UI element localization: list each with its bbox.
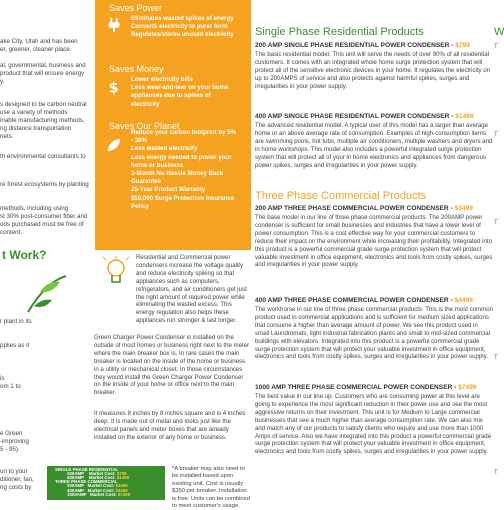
section-heading: Three Phase Commercial Products: [255, 190, 427, 202]
product-description: The base model in our line of three phase commercial products. The 200AMP power condenser is sufficient for small businesses and industries that have a lower level of power consumption. This is a cost effective way for your commercial customers to reduce their impact on the environment while increasing their profitability. Integrated into this product is a powerful commercial grade surge protection system that will protect valuable investment in office equipment, electronics and tools from costly spikes, surges and irregularities in your power supply.: [255, 214, 493, 269]
left-line: ng costs by: [0, 484, 32, 491]
benefit-item: Guarantee: [131, 178, 162, 186]
product-description: The advanced residential model. A typical user of this model has a larger than average home or an above average rate of consumption. Examples of high-consumption items are swimming pools, hot tubs, multiple air conditioners, multiple washers and dryers and in home workshops. This model also includes a powerful integrated surge protection system that will protect all of your in home electronics and appliances from dangerous power spikes, surges and irregularities in your power supply.: [255, 122, 493, 169]
product-price: $3499: [454, 205, 473, 212]
product-price: $1499: [455, 113, 474, 120]
left-column: [0, 0, 92, 500]
cropped-heading: W: [494, 26, 504, 38]
product-title: 1000 AMP THREE PHASE COMMERCIAL POWER CONDENSER - $7499: [255, 384, 477, 391]
benefit-item: Policy: [131, 202, 149, 210]
left-line: methods, including using: [0, 205, 69, 212]
left-line: ditioner, fan,: [0, 476, 34, 483]
benefit-item: Lower electricity bills: [131, 76, 193, 83]
left-line: use a variety of methods: [0, 109, 68, 116]
benefit-item: Less energy needed to power your: [131, 153, 232, 161]
left-line: s designed to be carbon neutral: [0, 101, 87, 108]
market-cost-label: Market Cost:: [84, 487, 116, 493]
cropped-text: T: [494, 132, 498, 138]
commercial-prices: [47, 466, 165, 500]
dollar-icon: [105, 78, 123, 96]
product-description: The workhorse in our line of three phase commercial products. This is the most common product used in commercial applications and is sufficient for medium sized applications that consume a higher than average amount of power. We see this product used in small Laundromats, light industrial fabrication plants and small to mid-sized commercial buildings with elevators. Integrated into this product is a powerful commercial grade surge protection system that will protect your valuable investment in office equipment, electronics and tools from costly spikes, surges and irregularities in your power supply.: [255, 306, 493, 361]
market-cost-label: Market Cost:: [88, 474, 116, 480]
left-line: e Green: [0, 430, 23, 437]
left-line: ng distance transportation: [0, 125, 72, 132]
benefits-panel: [95, 0, 251, 250]
left-line: om 1 to: [0, 383, 21, 390]
benefit-title: Saves Our Planet: [109, 121, 180, 131]
amp-rating: 400AMP: [67, 474, 85, 480]
left-line: product that will ensure energy: [0, 70, 85, 77]
amp-rating: 200AMP: [67, 470, 85, 476]
benefit-item: Regulates/stores unused electricity: [131, 31, 234, 39]
benefit-item: Reduce your carbon footprint by 5%: [131, 129, 236, 136]
left-line: nets.: [0, 133, 14, 140]
product-title: 200 AMP SINGLE PHASE RESIDENTIAL POWER CONDENSER - $799: [255, 42, 470, 49]
left-line: pplies as it: [0, 342, 30, 349]
left-line: ods purchased must be free of: [0, 221, 84, 228]
left-line: st 30% post-consumer fiber and: [0, 213, 88, 220]
left-line: al, governmental, business and: [0, 62, 86, 69]
left-line: re forest ecosystems by planting: [0, 181, 89, 188]
products-column: [255, 0, 495, 500]
benefit-item: $50,000 Surge Protection Insurance: [131, 194, 235, 202]
product-title: 200 AMP THREE PHASE COMMERCIAL POWER CONDENSER - $3499: [255, 205, 473, 212]
product-description: The best value in our line up. Customers who are consuming power at this level are going to experience the most significant reduction in their power use and see the most aggressive returns on their investment. This unit is for Medium to Large commercial businesses that see a much higher than average consumption rate. We can also mix and match any of our products to satisfy clients who require and use more than 1000 Amps of service. Also we have integrated into this product a powerful commercial grade surge protection system that will protect your valuable investment in office equipment, electronics and tools from costly spikes, surges and irregularities in your power supply.: [255, 393, 492, 456]
plug-leaf-icon: [26, 262, 68, 332]
product-description: The basic residential model. This unit will serve the needs of over 90% of all residential customers. It comes with an integrated whole home surge protection system that will protect all of the sensitive electronic devices in your home. It regulates the electricity on up to 200AMPS of service and also protects against harmful spikes, surges and irregularities in your power supply.: [255, 51, 491, 90]
amp-rating: 400AMP: [67, 487, 85, 493]
cropped-text: T: [494, 470, 498, 476]
product-price: $799: [455, 42, 470, 49]
leaf-icon: [105, 136, 123, 154]
next-column-edge: [493, 0, 504, 500]
product-title: 400 AMP SINGLE PHASE RESIDENTIAL POWER CONDENSER - $1499: [255, 113, 474, 120]
market-cost-label: Market Cost:: [86, 491, 118, 497]
left-line: -improving: [0, 438, 29, 445]
benefit-title: Saves Power: [109, 3, 163, 13]
section-heading: t Work?: [2, 248, 47, 262]
left-line: r plant in its: [0, 318, 32, 325]
market-cost-value: $1499: [116, 474, 130, 480]
section-heading: Single Phase Residential Products: [255, 26, 424, 38]
benefit-item: 3-Month No Hassle Money Back: [131, 170, 224, 178]
left-line: er, greener, cleaner place.: [0, 46, 72, 53]
description-paragraph: Residential and Commercial power condensers increase the voltage quality and reduce electricity spiking so that appliances such as computers, refrigerators, and air conditioners get just the right amount of required power while eliminating the wasted excess. This energy regulation also helps these appliances run stronger & last longer.: [136, 254, 247, 325]
benefit-item: - 30%: [131, 137, 147, 145]
left-line: ake City, Utah and has been: [0, 38, 78, 45]
description-paragraph: It measures 8 inches by 8 inches square and is 4 inches deep. It is made out of metal and looks just like the electrical panels and meter boxes that are already installed on the exterior of any home or business.: [94, 410, 246, 441]
amp-rating: 1000AMP: [67, 491, 87, 497]
market-cost-value: $4499: [115, 487, 128, 493]
benefit-title: Saves Money: [109, 64, 164, 74]
description-paragraph: Green Charger Power Condenser is installed on the outside of most homes or business right next to the meter where the main breaker box is. In rare cases the main breaker is located on the inside of the home or business in a utility or mechanical closet. In those circumstances they would install the Green Charger Power Condenser on the inside of your home or office next to the main breaker.: [94, 334, 250, 397]
product-title: 400 AMP THREE PHASE COMMERCIAL POWER CONDENSER - $4499: [255, 297, 473, 304]
cropped-text: T: [494, 44, 498, 50]
left-line: un to your: [0, 468, 28, 475]
benefit-item: electricity: [131, 100, 160, 108]
price-table-heading: SINGLE PHASE RESIDENTIAL: [55, 466, 119, 472]
benefit-item: Less wasted electricity: [131, 145, 198, 153]
market-cost-label: Market Cost:: [84, 483, 116, 489]
product-price: $4499: [454, 297, 473, 304]
left-line: content.: [0, 229, 23, 236]
svg-text:$: $: [108, 80, 119, 97]
breaker-footnote: *A breaker may also need to be installed based upon existing unit. Cost is usually $350 per breaker. Installation is free. Units can be combined to meet customer's usage.: [172, 466, 250, 510]
left-line: th environmental consultants to: [0, 153, 86, 160]
benefit-item: Converts electricity to purer form: [131, 23, 228, 31]
benefit-item: Less wear-and-tear on your home: [131, 84, 229, 92]
benefit-item: home or business: [131, 161, 184, 169]
left-line: 5 - 95).: [0, 446, 20, 453]
market-cost-label: Market Cost:: [88, 470, 116, 476]
price-table-heading: THREE PHASE COMMERCIAL: [55, 479, 118, 485]
lightbulb-icon: [102, 256, 130, 292]
product-price: $7499: [458, 384, 477, 391]
market-cost-value: $799: [116, 470, 127, 476]
benefit-item: Eliminates wasted spikes of energy: [131, 15, 234, 22]
benefit-item: 25-Year Product Warranty: [131, 186, 206, 194]
left-line: y.: [0, 78, 5, 85]
left-line: is: [0, 375, 5, 382]
benefit-item: appliances due to spikes of: [131, 92, 211, 100]
left-line: inable manufacturing methods,: [0, 117, 85, 124]
market-cost-value: $7499: [117, 491, 131, 497]
market-cost-value: $3499: [115, 483, 128, 489]
cropped-text: T: [494, 220, 498, 226]
amp-rating: 200AMP: [67, 483, 85, 489]
cropped-text: T: [494, 355, 498, 361]
power-plug-icon: [105, 16, 123, 34]
